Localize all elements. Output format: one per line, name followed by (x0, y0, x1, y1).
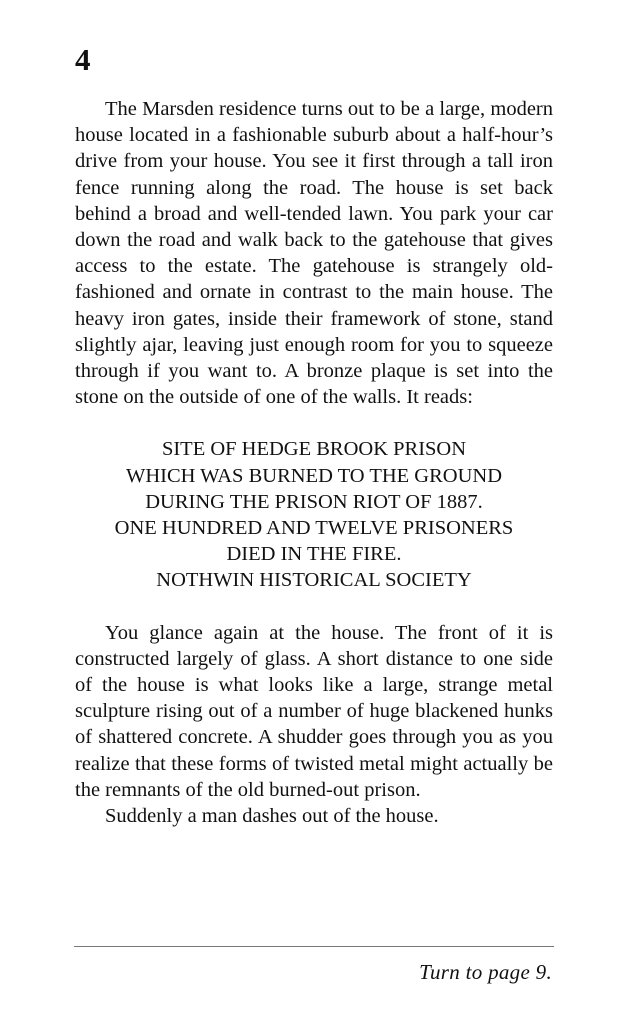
page-content (75, 40, 553, 829)
plaque-line: DIED IN THE FIRE. (226, 543, 402, 566)
plaque-inscription (75, 436, 553, 593)
plaque-line: WHICH WAS BURNED TO THE GROUND (125, 464, 503, 487)
plaque-line: NOTHWIN HISTORICAL SOCIETY (156, 569, 472, 592)
footer-divider (74, 946, 554, 947)
intro-paragraph: The Marsden residence turns out to be a large, modern house located in a fashionable suburb about a half-hour’s drive from your house. You see it first through a tall iron fence running along the road. The house is set back behind a broad and well-tended lawn. You park your car down the road and walk back to the gatehouse that gives access to the estate. The gatehouse is strangely old-fashioned and ornate in contrast to the main house. The heavy iron gates, inside their framework of stone, stand slightly ajar, leaving just enough room for you to squeeze through if you want to. A bronze plaque is set into the stone on the outside of one of the walls. It reads: (75, 98, 553, 409)
turn-to-page-link[interactable]: Turn to page 9. (419, 960, 552, 984)
plaque-line: ONE HUNDRED AND TWELVE PRISONERS (114, 517, 514, 540)
chapter-number: 4 (75, 42, 91, 77)
plaque-line: SITE OF HEDGE BROOK PRISON (161, 438, 467, 461)
plaque-line: DURING THE PRISON RIOT OF 1887. (145, 490, 483, 513)
body-paragraph: You glance again at the house. The front of it is constructed largely of glass. A short distance to one side of the house is what looks like a large, strange metal sculpture rising out of a number of huge blackened hunks of shattered concrete. A shudder goes through you as you realize that these forms of twisted metal might actually be the remnants of the old burned-out prison. (75, 621, 553, 801)
body-paragraph: Suddenly a man dashes out of the house. (105, 805, 439, 828)
